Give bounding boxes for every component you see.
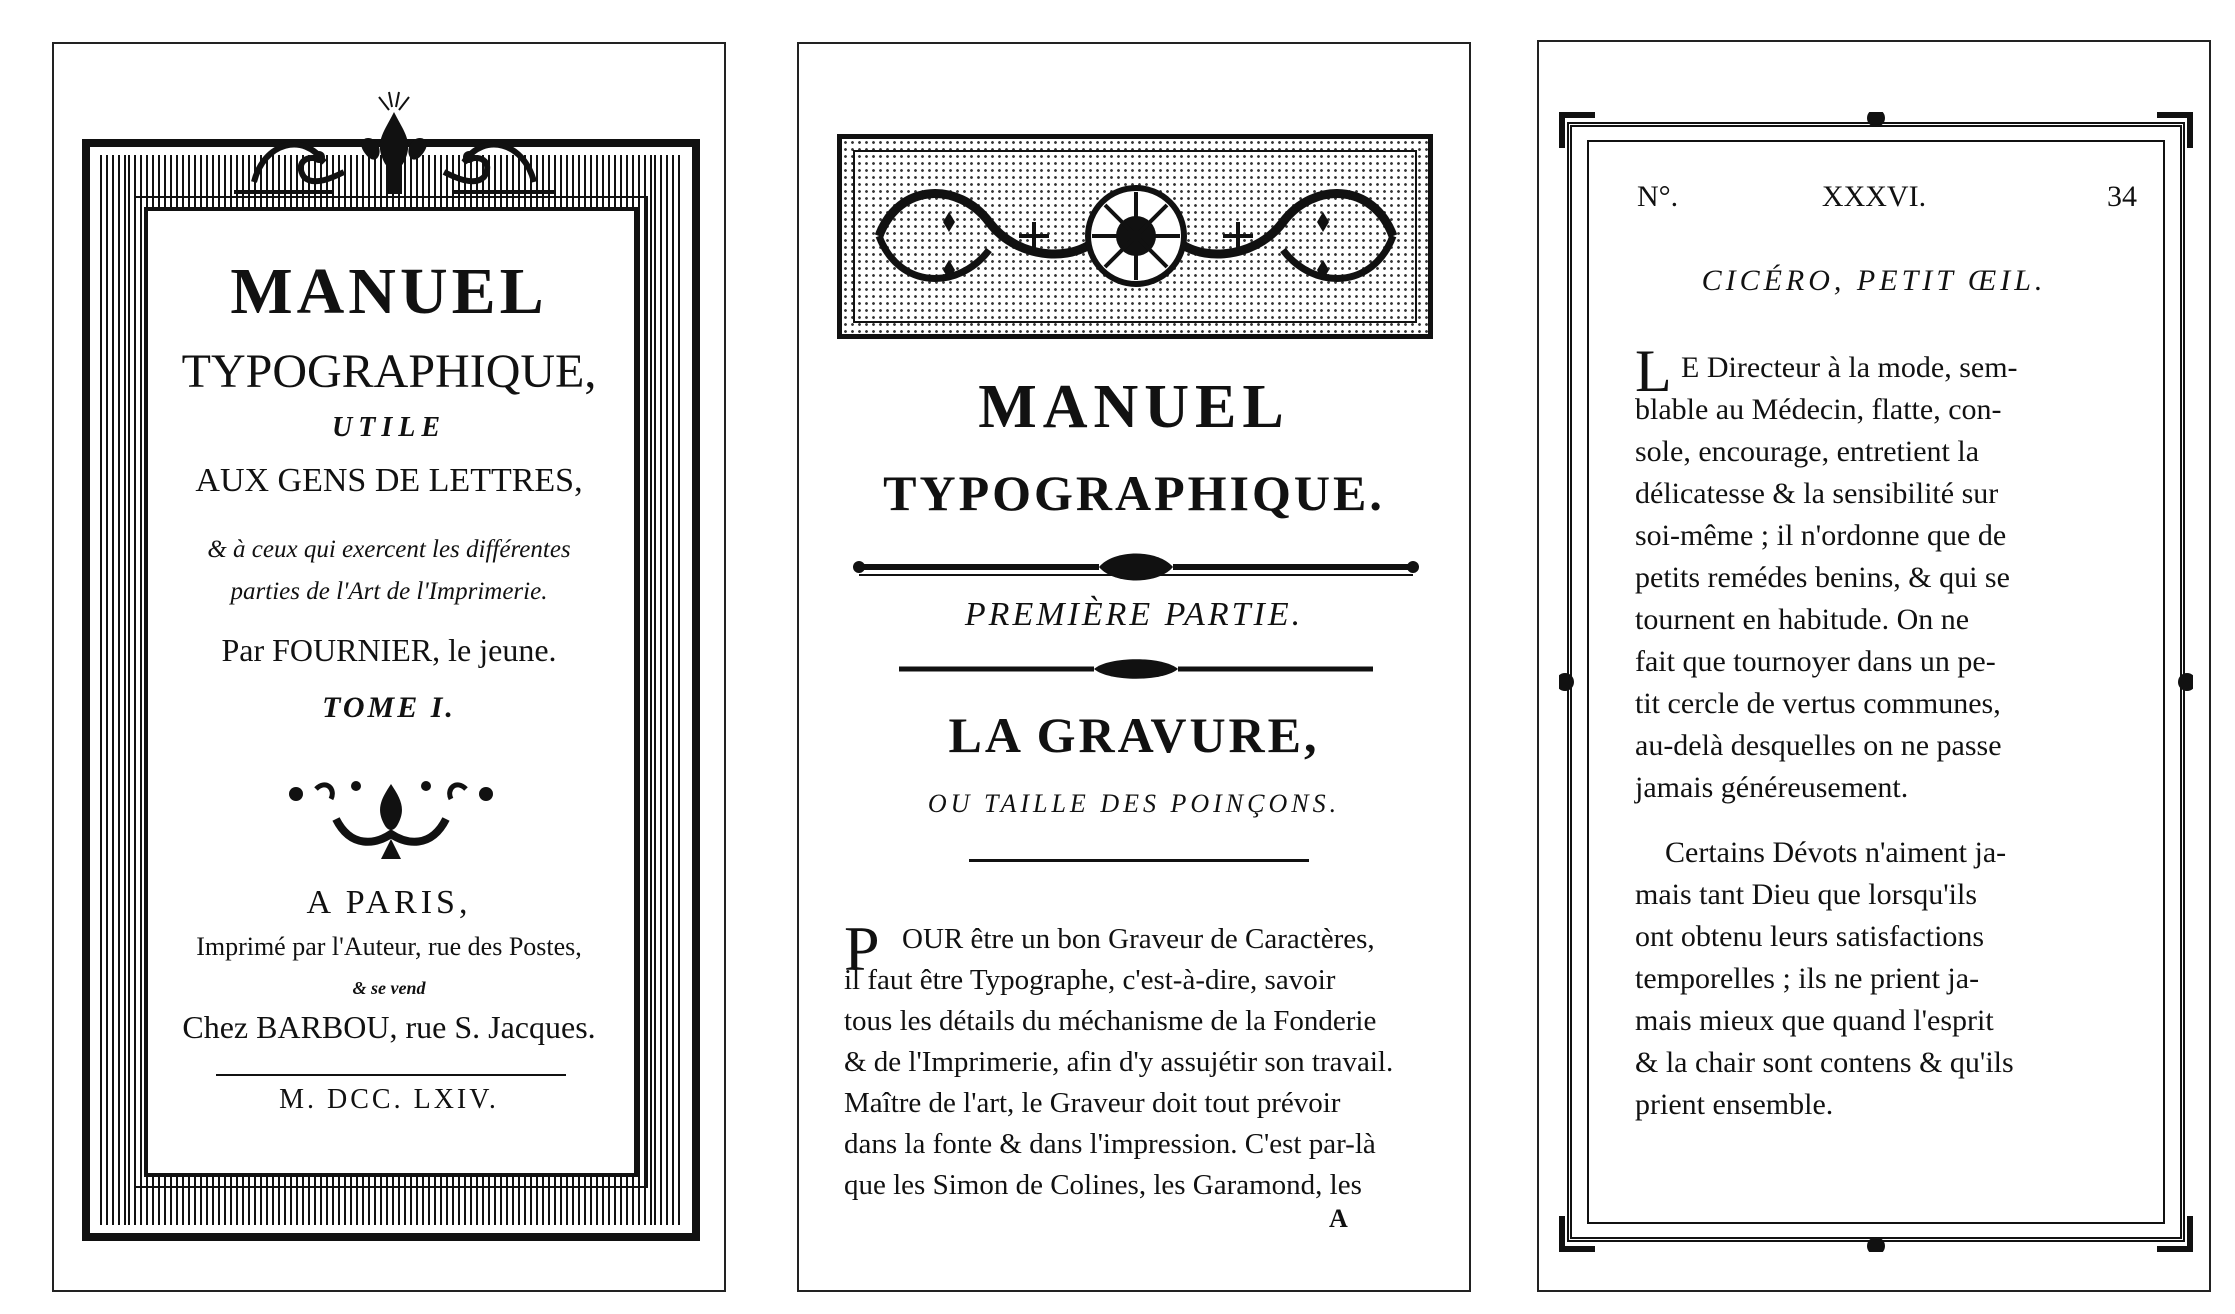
body-line: Certains Dévots n'aiment ja- [1665, 836, 2007, 869]
drop-cap: L [1635, 338, 1672, 404]
body-line: soi-même ; il n'ordonne que de [1635, 519, 2007, 552]
book-subtitle: TYPOGRAPHIQUE, [181, 345, 597, 398]
body-line: au-delà desquelles on ne passe [1635, 729, 2002, 762]
description-line: parties de l'Art de l'Imprimerie. [230, 578, 548, 605]
specimen-page [1537, 40, 2211, 1292]
body-text [844, 913, 1434, 1206]
body-line: E Directeur à la mode, sem- [1681, 351, 2018, 384]
body-line: mais mieux que quand l'esprit [1635, 1004, 1994, 1037]
author-line: Par FOURNIER, le jeune. [221, 632, 557, 668]
body-line: & de l'Imprimerie, afin d'y assujétir son travail. [844, 1046, 1394, 1078]
body-line: tournent en habitude. On ne [1635, 603, 1970, 636]
body-line: tit cercle de vertus communes, [1635, 687, 2001, 720]
paragraph-2 [1635, 832, 2135, 1126]
floral-ornament [276, 764, 506, 864]
body-line: dans la fonte & dans l'impression. C'est par-là [844, 1128, 1376, 1160]
book-title: MANUEL [978, 373, 1290, 441]
book-title: MANUEL [230, 255, 548, 328]
place-of-publication: A PARIS, [306, 884, 472, 921]
fleur-de-lis-crest-ornament [214, 82, 574, 202]
body-line: & la chair sont contens & qu'ils [1635, 1046, 2014, 1079]
number-label: N°. [1637, 180, 1679, 213]
body-line: prient ensemble. [1635, 1088, 1834, 1121]
section-subtitle: OU TAILLE DES POINÇONS. [927, 789, 1341, 818]
body-line: mais tant Dieu que lorsqu'ils [1635, 878, 1978, 911]
signature-mark: A [1329, 1204, 1348, 1233]
paragraph-1 [1635, 338, 2135, 809]
audience-line: AUX GENS DE LETTRES, [195, 462, 583, 499]
body-line: sole, encourage, entretient la [1635, 435, 1980, 468]
publication-date: M. DCC. LXIV. [279, 1084, 499, 1115]
body-line: délicatesse & la sensibilité sur [1635, 477, 1999, 510]
description-line: & à ceux qui exercent les différentes [207, 536, 571, 563]
chapter-page [797, 42, 1471, 1292]
body-line: que les Simon de Colines, les Garamond, les [844, 1169, 1362, 1201]
se-vend-line: & se vend [352, 978, 426, 998]
part-heading: PREMIÈRE PARTIE. [964, 596, 1304, 633]
seller-line: Chez BARBOU, rue S. Jacques. [182, 1009, 596, 1045]
description [54, 529, 724, 613]
printer-line: Imprimé par l'Auteur, rue des Postes, [196, 932, 582, 961]
body-line: OUR être un bon Graveur de Caractères, [902, 923, 1375, 955]
body-line: blable au Médecin, flatte, con- [1635, 393, 2002, 426]
typeface-title: CICÉRO, PETIT ŒIL. [1701, 264, 2047, 297]
headband-scroll-ornament [859, 152, 1413, 320]
body-line: petits remédes benins, & qui se [1635, 561, 2010, 594]
volume-label: TOME I. [322, 691, 456, 724]
body-line: temporelles ; ils ne prient ja- [1635, 962, 1980, 995]
section-rule [969, 859, 1309, 862]
date-rule [216, 1074, 566, 1076]
book-subtitle: TYPOGRAPHIQUE. [883, 465, 1385, 521]
specimen-number: XXXVI. [1821, 180, 1927, 213]
title-page [52, 42, 726, 1292]
section-title: LA GRAVURE, [948, 707, 1320, 763]
body-line: tous les détails du méchanisme de la Fonderie [844, 1005, 1377, 1037]
small-rule-ornament [894, 654, 1378, 684]
page-number: 34 [2107, 180, 2137, 213]
utile-line: UTILE [332, 412, 446, 443]
body-line: Maître de l'art, le Graveur doit tout prévoir [844, 1087, 1341, 1119]
scroll-rule-ornament [849, 549, 1423, 589]
body-line: fait que tournoyer dans un pe- [1635, 645, 1996, 678]
drop-cap: P [844, 913, 880, 984]
body-line: jamais généreusement. [1635, 771, 1909, 804]
body-line: ont obtenu leurs satisfactions [1635, 920, 1985, 953]
body-line: il faut être Typographe, c'est-à-dire, savoir [844, 964, 1336, 996]
